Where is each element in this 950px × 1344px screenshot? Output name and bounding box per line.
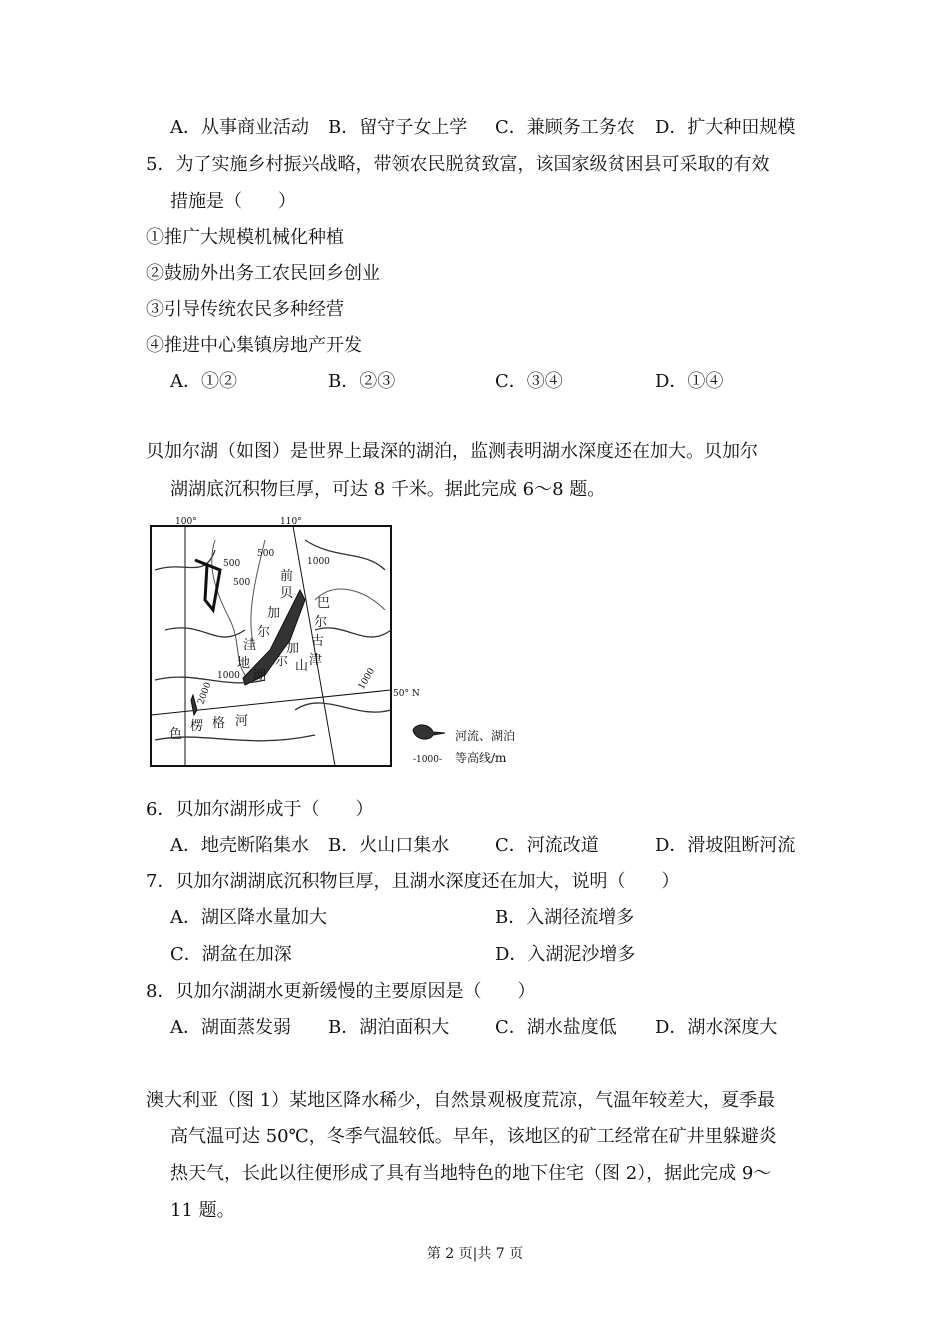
place-label: 山 <box>295 659 309 674</box>
lon-label: 110° <box>280 517 302 527</box>
q5-item: ②鼓励外出务工农民回乡创业 <box>146 263 380 284</box>
q8-option-d: D．湖水深度大 <box>655 1017 778 1038</box>
legend-contour: 等高线/m <box>455 751 507 765</box>
q8-option-a: A．湖面蒸发弱 <box>170 1017 291 1038</box>
q7-option-d: D．入湖泥沙增多 <box>495 944 636 965</box>
contour-label: 500 <box>257 549 275 559</box>
q8-option-b: B．湖泊面积大 <box>328 1017 450 1038</box>
q5-option-a: A．①② <box>170 371 237 392</box>
q5-item: ④推进中心集镇房地产开发 <box>146 335 362 356</box>
place-label: 尔 <box>314 615 328 630</box>
place-label: 洼 <box>243 638 257 653</box>
intro-baikal: 贝加尔湖（如图）是世界上最深的湖泊，监测表明湖水深度还在加大。贝加尔 <box>146 441 758 462</box>
baikal-map <box>145 510 545 780</box>
place-label: 贝 <box>280 586 294 601</box>
q5-stem-cont: 措施是（ ） <box>170 191 296 212</box>
intro-australia-cont: 高气温可达 50℃，冬季气温较低。早年，该地区的矿工经常在矿井里躲避炎 <box>170 1126 777 1147</box>
intro-australia: 澳大利亚（图 1）某地区降水稀少，自然景观极度荒凉，气温年较差大，夏季最 <box>146 1090 776 1111</box>
q4-option-c: C．兼顾务工务农 <box>495 117 635 138</box>
place-label: 前 <box>280 569 294 584</box>
q6-option-a: A．地壳断陷集水 <box>170 835 309 856</box>
intro-baikal-cont: 湖湖底沉积物巨厚，可达 8 千米。据此完成 6～8 题。 <box>170 479 606 500</box>
place-label: 尔 <box>257 625 271 640</box>
place-label: 巴 <box>317 596 331 611</box>
place-label: 津 <box>309 653 323 668</box>
contour-label: 500 <box>233 578 251 588</box>
legend-contour-sample: -1000- <box>413 755 442 765</box>
contour-label: 2000 <box>196 681 214 707</box>
page-footer: 第 2 页|共 7 页 <box>426 1246 524 1262</box>
place-label: 地 <box>237 656 251 671</box>
lon-label: 100° <box>175 517 197 527</box>
q5-option-b: B．②③ <box>328 371 396 392</box>
q5-option-c: C．③④ <box>495 371 563 392</box>
q4-option-a: A．从事商业活动 <box>170 117 309 138</box>
place-label: 尔 <box>275 654 289 669</box>
place-label: 加 <box>267 606 281 621</box>
contour-label: 500 <box>223 559 241 569</box>
place-label: 色 <box>169 727 183 742</box>
q7-stem: 7．贝加尔湖湖底沉积物巨厚，且湖水深度还在加大，说明（ ） <box>146 871 680 892</box>
q5-option-d: D．①④ <box>655 371 724 392</box>
contour-label: 1000 <box>356 666 378 692</box>
intro-australia-cont: 11 题。 <box>170 1200 235 1221</box>
q6-option-b: B．火山口集水 <box>328 835 450 856</box>
q8-stem: 8．贝加尔湖湖水更新缓慢的主要原因是（ ） <box>146 981 536 1002</box>
q4-option-d: D．扩大种田规模 <box>655 117 796 138</box>
q8-option-c: C．湖水盐度低 <box>495 1017 617 1038</box>
q5-stem: 5．为了实施乡村振兴战略，带领农民脱贫致富，该国家级贫困县可采取的有效 <box>146 154 770 175</box>
q7-option-b: B．入湖径流增多 <box>495 907 635 928</box>
legend-river-lake: 河流、湖泊 <box>455 729 516 743</box>
place-label: 加 <box>286 641 300 656</box>
place-label: 河 <box>235 714 249 729</box>
contour-label: 1000 <box>217 671 240 681</box>
q6-option-d: D．滑坡阻断河流 <box>655 835 796 856</box>
q6-option-c: C．河流改道 <box>495 835 599 856</box>
place-label: 格 <box>212 716 226 731</box>
intro-australia-cont: 热天气，长此以往便形成了具有当地特色的地下住宅（图 2），据此完成 9～ <box>170 1163 772 1184</box>
place-label: 古 <box>311 634 325 649</box>
q7-option-a: A．湖区降水量加大 <box>170 907 327 928</box>
place-label: 楞 <box>190 719 204 734</box>
contour-label: 1000 <box>307 557 330 567</box>
q5-item: ①推广大规模机械化种植 <box>146 227 344 248</box>
q7-option-c: C．湖盆在加深 <box>170 944 292 965</box>
q6-stem: 6．贝加尔湖形成于（ ） <box>146 799 374 820</box>
q4-option-b: B．留守子女上学 <box>328 117 468 138</box>
q5-item: ③引导传统农民多种经营 <box>146 299 344 320</box>
lat-label: 50° N <box>393 689 420 699</box>
place-label: 湖 <box>253 669 267 684</box>
